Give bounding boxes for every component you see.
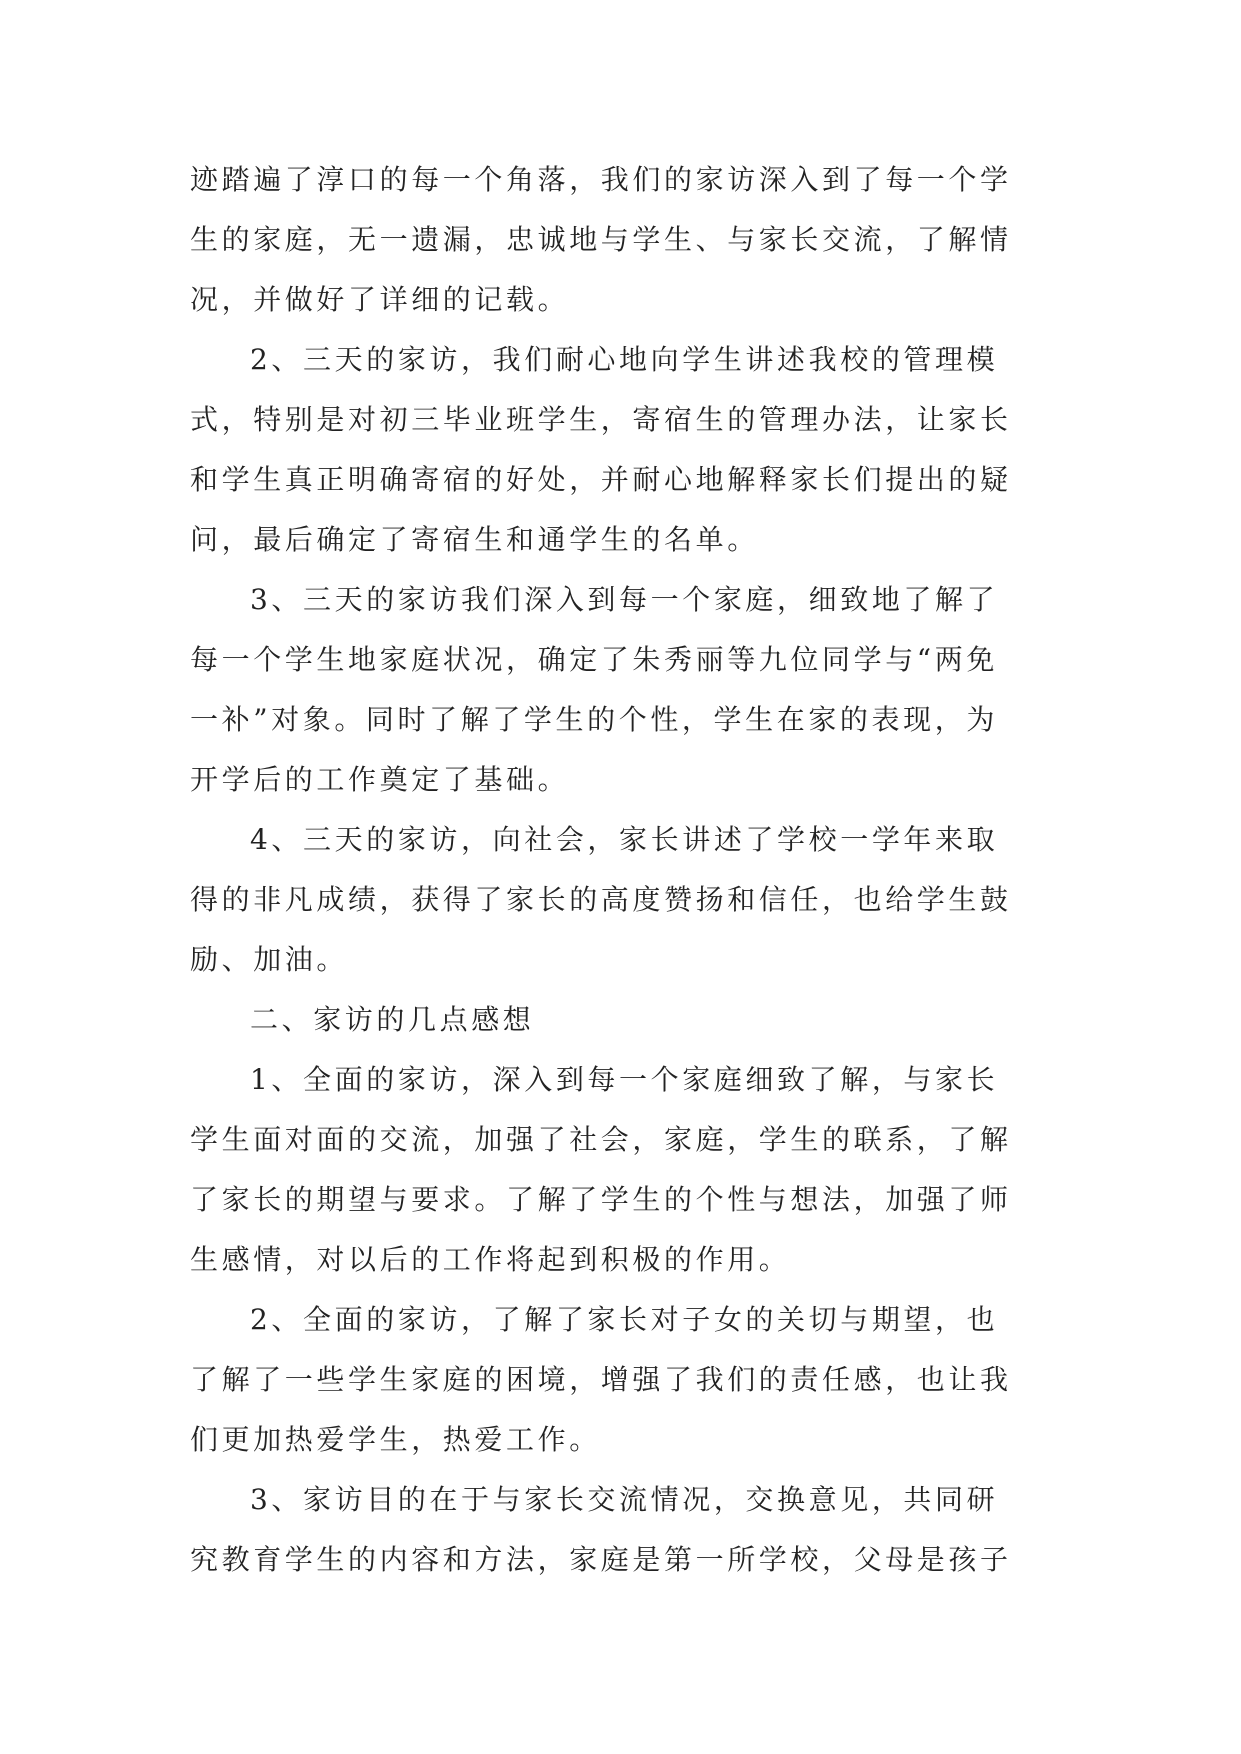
text-line: 得的非凡成绩，获得了家长的高度赞扬和信任，也给学生鼓 <box>190 883 1012 916</box>
text-line: 生感情，对以后的工作将起到积极的作用。 <box>190 1243 791 1276</box>
section-heading: 二、家访的几点感想 <box>250 1003 535 1036</box>
paragraph-start-line: 4、三天的家访，向社会，家长讲述了学校一学年来取 <box>250 823 999 856</box>
text-line: 开学后的工作奠定了基础。 <box>190 763 570 796</box>
text-line: 况，并做好了详细的记载。 <box>190 283 570 316</box>
text-line: 问，最后确定了寄宿生和通学生的名单。 <box>190 523 759 556</box>
paragraph-start-line: 3、三天的家访我们深入到每一个家庭，细致地了解了 <box>250 583 999 616</box>
text-line: 学生面对面的交流，加强了社会，家庭，学生的联系，了解 <box>190 1123 1012 1156</box>
paragraph-start-line: 2、三天的家访，我们耐心地向学生讲述我校的管理模 <box>250 343 999 376</box>
text-line: 迹踏遍了淳口的每一个角落，我们的家访深入到了每一个学 <box>190 163 1012 196</box>
text-line: 们更加热爱学生，热爱工作。 <box>190 1423 601 1456</box>
text-line: 了解了一些学生家庭的困境，增强了我们的责任感，也让我 <box>190 1363 1012 1396</box>
text-line: 生的家庭，无一遗漏，忠诚地与学生、与家长交流，了解情 <box>190 223 1012 256</box>
text-line: 和学生真正明确寄宿的好处，并耐心地解释家长们提出的疑 <box>190 463 1012 496</box>
text-line: 每一个学生地家庭状况，确定了朱秀丽等九位同学与“两免 <box>190 643 998 676</box>
paragraph-start-line: 1、全面的家访，深入到每一个家庭细致了解，与家长 <box>250 1063 999 1096</box>
text-line: 式，特别是对初三毕业班学生，寄宿生的管理办法，让家长 <box>190 403 1012 436</box>
text-line: 了家长的期望与要求。了解了学生的个性与想法，加强了师 <box>190 1183 1012 1216</box>
paragraph-start-line: 3、家访目的在于与家长交流情况，交换意见，共同研 <box>250 1483 999 1516</box>
text-line: 一补”对象。同时了解了学生的个性，学生在家的表现，为 <box>190 703 998 736</box>
text-line: 究教育学生的内容和方法，家庭是第一所学校，父母是孩子 <box>190 1543 1012 1576</box>
text-line: 励、加油。 <box>190 943 349 976</box>
paragraph-start-line: 2、全面的家访，了解了家长对子女的关切与期望，也 <box>250 1303 999 1336</box>
